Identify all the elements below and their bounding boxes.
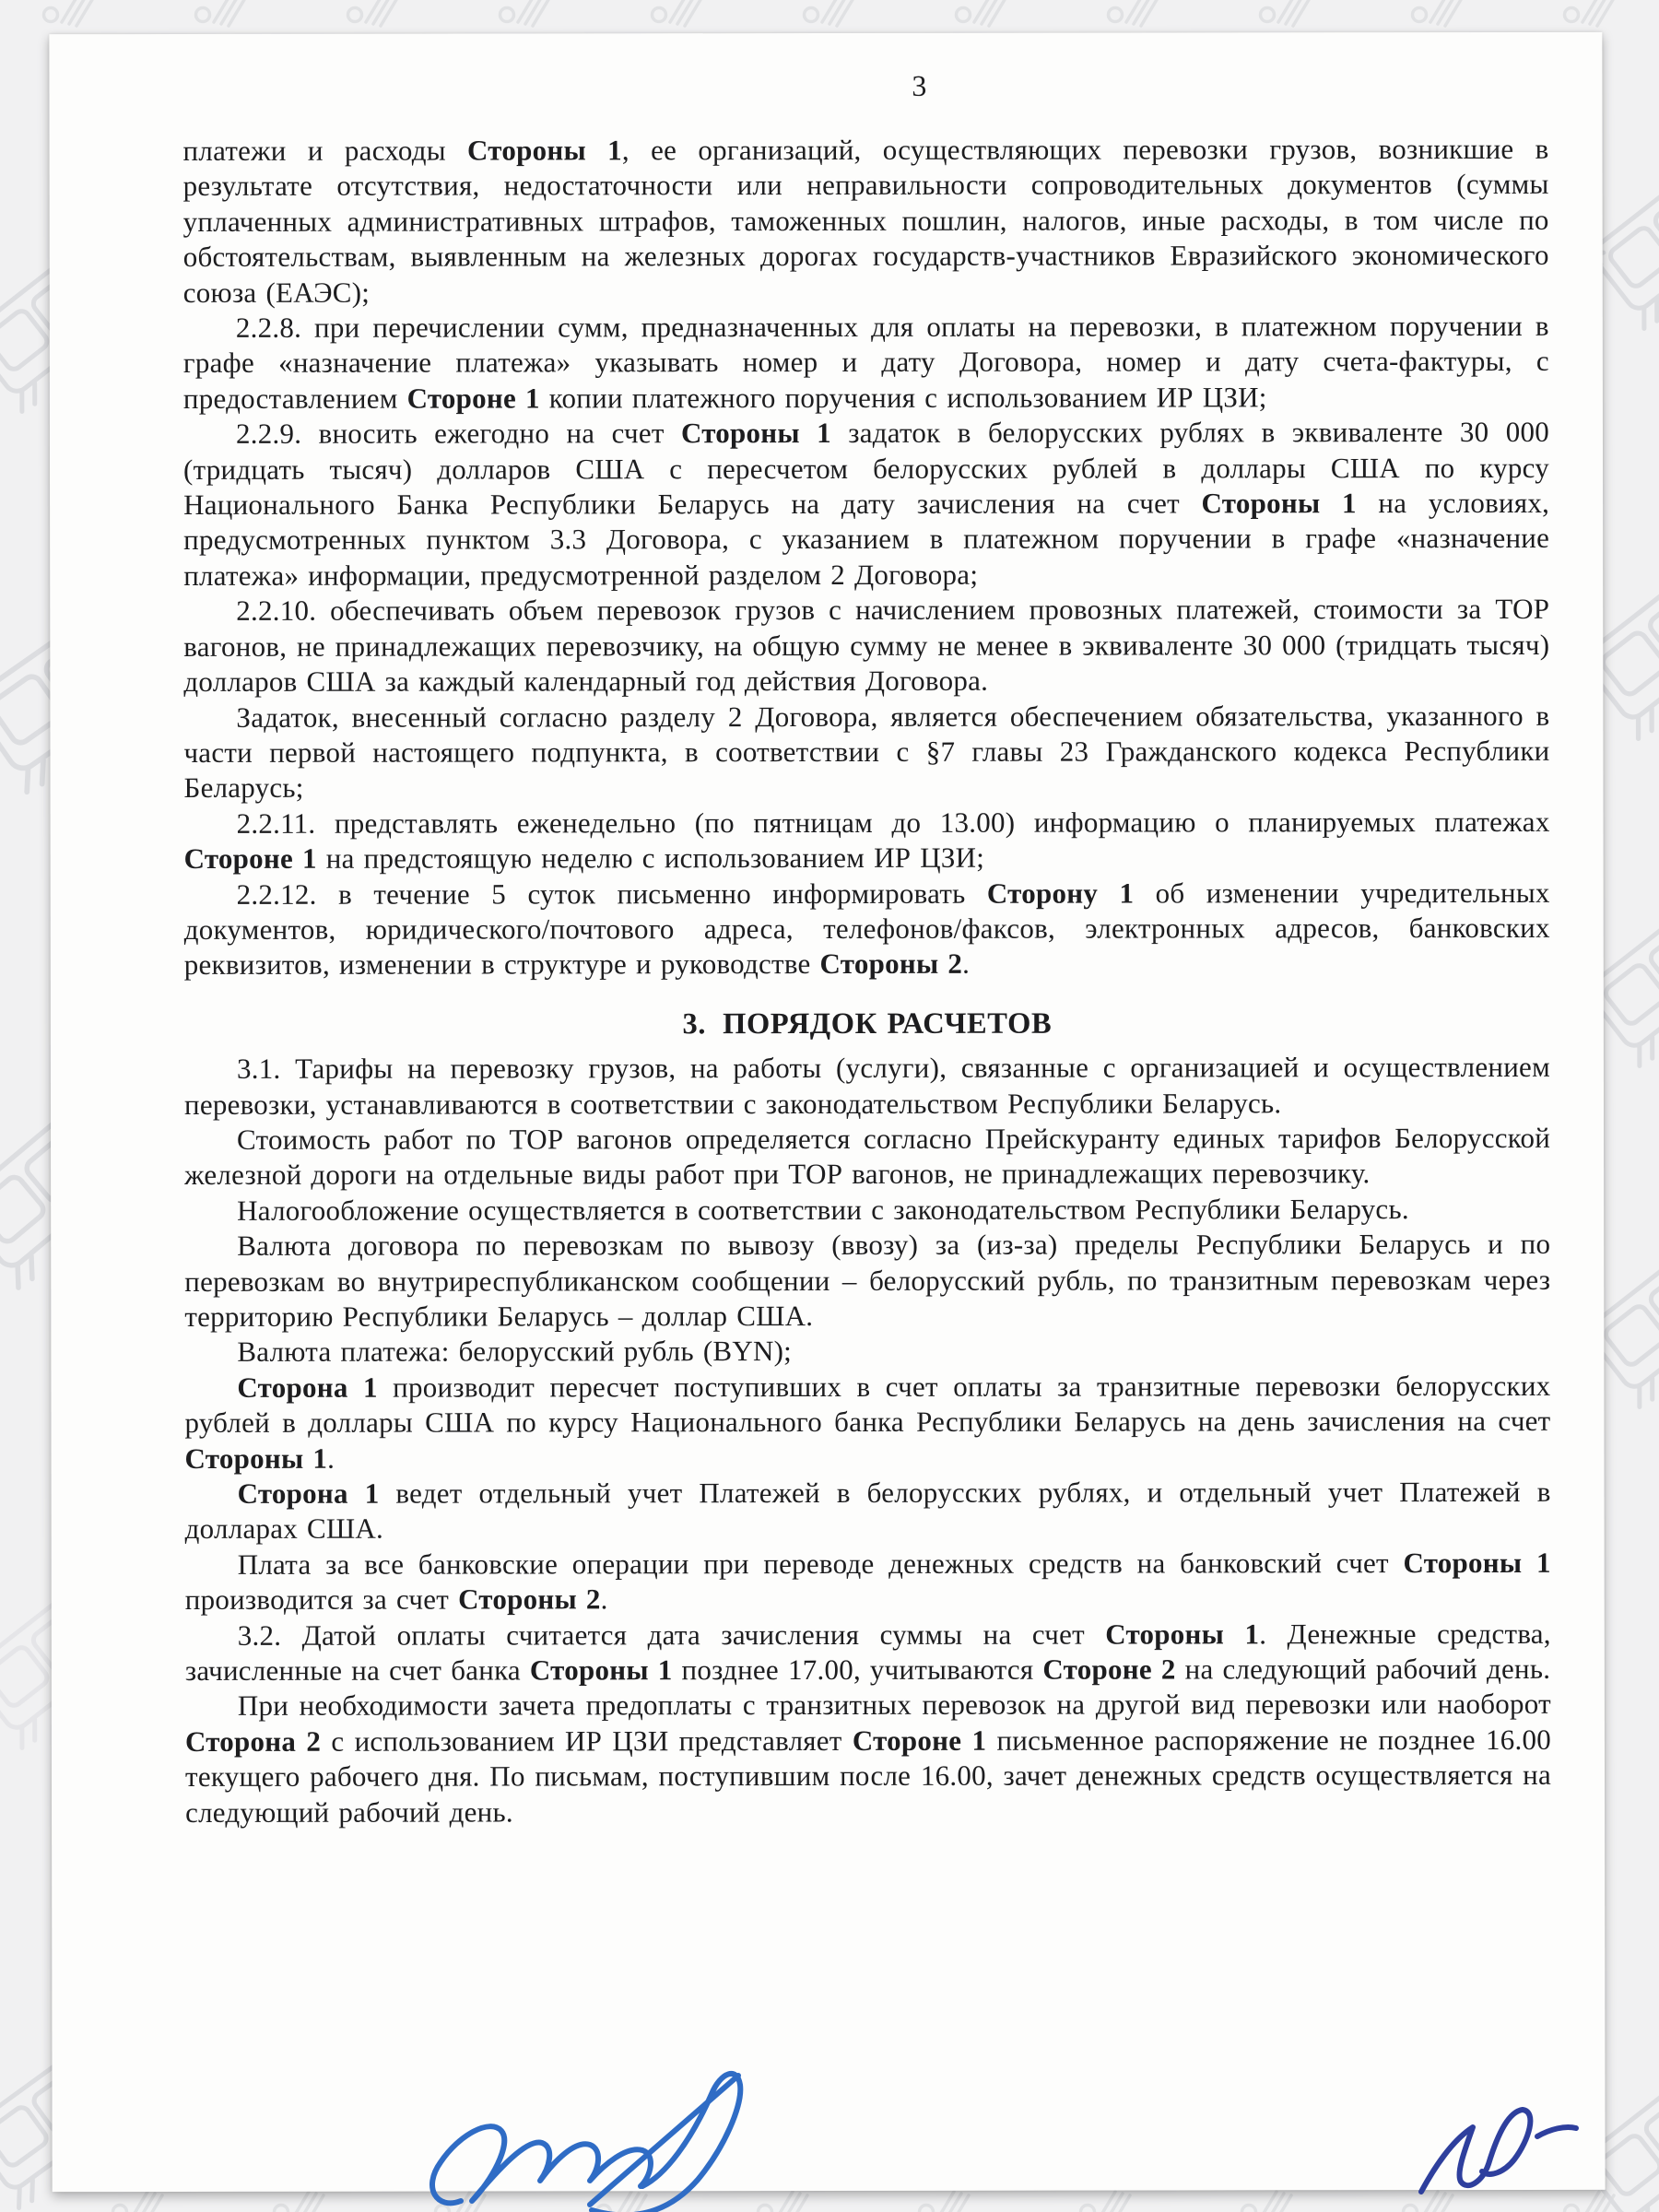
- page-number: 3: [912, 68, 927, 102]
- section-heading: 3. ПОРЯДОК РАСЧЕТОВ: [682, 1006, 1053, 1041]
- paragraph: Сторона 1 производит пересчет поступивших в счет оплаты за транзитные перевозки белорусских рублей в доллары США по курсу Национального банка Республики Беларусь на день зачисления на счет Стороны 1.: [184, 1369, 1551, 1475]
- paragraph: При необходимости зачета предоплаты с транзитных перевозок на другой вид перевозки или наоборот Сторона 2 с использованием ИР ЦЗИ представляет Стороне 1 письменное распоряжение не позднее 16.00 текущего рабочего дня. По письмам, поступившим после 16.00, зачет денежных средств осуществляется на следующий рабочий день.: [184, 1688, 1552, 1829]
- paragraph: платежи и расходы Стороны 1, ее организаций, осуществляющих перевозки грузов, возникшие в результате отсутствия, недостаточности или неправильности сопроводительных документов (суммы уплаченных административных штрафов, таможенных пошлин, налогов, иные расходы, в том числе по обстоятельствам, выявленным на железных дорогах государств-участников Евразийского экономического союза (ЕАЭС);: [182, 132, 1549, 309]
- paragraph: Стоимость работ по ТОР вагонов определяется согласно Прейскуранту единых тарифов Белорусской железной дороги на отдельные виды работ при ТОР вагонов, не принадлежащих перевозчику.: [184, 1121, 1551, 1192]
- paragraph: Сторона 1 ведет отдельный учет Платежей в белорусских рублях, и отдельный учет Платежей в долларах США.: [184, 1475, 1551, 1546]
- paragraph: 2.2.9. вносить ежегодно на счет Стороны 1 задаток в белорусских рублях в эквиваленте 30 000 (тридцать тысяч) долларов США с пересчетом белорусских рублей в доллары США по курсу Национального Банка Республики Беларусь на дату зачисления на счет Стороны 1 на условиях, предусмотренных пунктом 3.3 Договора, с указанием в платежном поручении в графе «назначение платежа» информации, предусмотренной разделом 2 Договора;: [183, 416, 1550, 592]
- paragraph: Валюта договора по перевозкам по вывозу (ввозу) за (из-за) пределы Республики Беларусь и по перевозкам во внутриреспубликанском сообщении – белорусский рубль, по транзитным перевозкам через территорию Республики Беларусь – доллар США.: [184, 1228, 1551, 1333]
- paragraph: 2.2.8. при перечислении сумм, предназначенных для оплаты на перевозки, в платежном поручении в графе «назначение платежа» указывать номер и дату Договора, номер и дату счета-фактуры, с предоставлением Стороне 1 копии платежного поручения с использованием ИР ЦЗИ;: [182, 309, 1549, 415]
- paragraph: 2.2.11. представлять еженедельно (по пятницам до 13.00) информацию о планируемых платежах Стороне 1 на предстоящую неделю с использованием ИР ЦЗИ;: [183, 805, 1550, 876]
- paragraph: Задаток, внесенный согласно разделу 2 Договора, является обеспечением обязательства, указанного в части первой настоящего подпункта, в соответствии с §7 главы 23 Гражданского кодекса Республики Беларусь;: [183, 699, 1550, 805]
- paragraph: Налогообложение осуществляется в соответствии с законодательством Республики Беларусь.: [237, 1192, 1409, 1227]
- paragraph: 2.2.10. обеспечивать объем перевозок грузов с начислением провозных платежей, стоимости за ТОР вагонов, не принадлежащих перевозчику, на общую сумму не менее в эквиваленте 30 000 (тридцать тысяч) долларов США за каждый календарный год действия Договора.: [183, 593, 1550, 699]
- paragraph: 2.2.12. в течение 5 суток письменно информировать Сторону 1 об изменении учредительных документов, юридического/почтового адреса, телефонов/факсов, электронных адресов, банковских реквизитов, изменении в структуре и руководстве Стороны 2.: [183, 876, 1550, 982]
- paragraph: 3.2. Датой оплаты считается дата зачисления суммы на счет Стороны 1. Денежные средства, зачисленные на счет банка Стороны 1 позднее 17.00, учитываются Стороне 2 на следующий рабочий день.: [184, 1617, 1551, 1688]
- paragraph: Валюта платежа: белорусский рубль (BYN);: [237, 1335, 793, 1369]
- paragraph: 3.1. Тарифы на перевозку грузов, на работы (услуги), связанные с организацией и осуществлением перевозки, устанавливаются в соответствии с законодательством Республики Беларусь.: [183, 1051, 1550, 1121]
- paragraph: Плата за все банковские операции при переводе денежных средств на банковский счет Стороны 1 производится за счет Стороны 2.: [184, 1546, 1551, 1617]
